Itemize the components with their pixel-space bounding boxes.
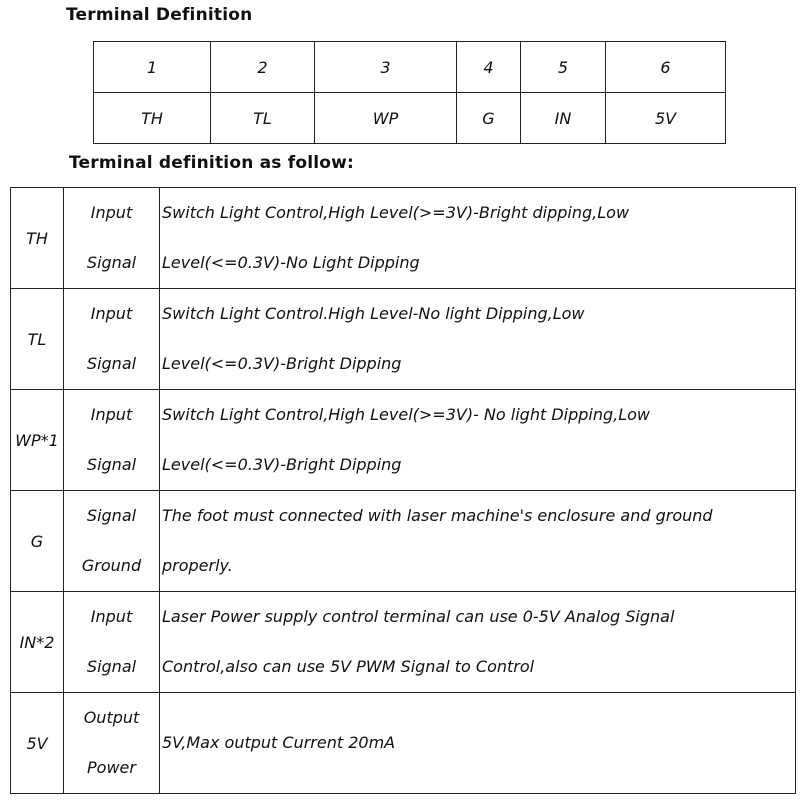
description-line: Level(<=0.3V)-No Light Dipping: [162, 253, 420, 272]
signal-type-line: Signal: [86, 253, 137, 272]
summary-name-cell: TL: [211, 93, 315, 144]
signal-type-line: Signal: [86, 657, 137, 676]
terminal-name-cell: IN*2: [11, 592, 64, 693]
description-cell: [160, 390, 796, 491]
summary-name-row: [94, 93, 726, 144]
signal-type-line: Input: [90, 304, 133, 323]
description-line: Level(<=0.3V)-Bright Dipping: [162, 455, 402, 474]
summary-number-row: [94, 42, 726, 93]
signal-type-line: Output: [83, 708, 140, 727]
description-cell: [160, 491, 796, 592]
terminal-name-cell: WP*1: [11, 390, 64, 491]
signal-type-line: Signal: [86, 506, 137, 525]
terminal-name-cell: TL: [11, 289, 64, 390]
terminal-definition-heading: Terminal Definition: [66, 5, 253, 25]
summary-number-cell: 1: [94, 42, 211, 93]
signal-type-cell: [64, 491, 160, 592]
summary-name-cell: 5V: [606, 93, 726, 144]
signal-type-cell: [64, 289, 160, 390]
description-line: properly.: [162, 556, 233, 575]
description-line: Switch Light Control.High Level-No light Dipping,Low: [162, 304, 585, 323]
description-line: Control,also can use 5V PWM Signal to Control: [162, 657, 535, 676]
description-line: Switch Light Control,High Level(>=3V)-Bright dipping,Low: [162, 203, 630, 222]
terminal-definition-follow-heading: Terminal definition as follow:: [69, 153, 355, 173]
summary-number-cell: 2: [211, 42, 315, 93]
description-line: The foot must connected with laser machine's enclosure and ground: [162, 506, 713, 525]
terminal-summary-table: [93, 41, 726, 144]
summary-name-cell: WP: [315, 93, 457, 144]
summary-number-cell: 5: [521, 42, 606, 93]
summary-name-cell: IN: [521, 93, 606, 144]
signal-type-line: Power: [87, 758, 136, 777]
signal-type-line: Input: [90, 203, 133, 222]
definition-row-g: [11, 491, 796, 592]
signal-type-cell: [64, 188, 160, 289]
summary-number-cell: 3: [315, 42, 457, 93]
description-line: 5V,Max output Current 20mA: [162, 733, 396, 752]
signal-type-line: Ground: [81, 556, 142, 575]
description-cell: [160, 289, 796, 390]
signal-type-line: Signal: [86, 455, 137, 474]
terminal-name-cell: G: [11, 491, 64, 592]
summary-name-cell: TH: [94, 93, 211, 144]
signal-type-line: Input: [90, 607, 133, 626]
signal-type-cell: [64, 390, 160, 491]
definition-row-tl: [11, 289, 796, 390]
description-line: Laser Power supply control terminal can use 0-5V Analog Signal: [162, 607, 675, 626]
summary-number-cell: 4: [457, 42, 521, 93]
summary-name-cell: G: [457, 93, 521, 144]
description-cell: [160, 693, 796, 794]
description-line: Level(<=0.3V)-Bright Dipping: [162, 354, 402, 373]
terminal-name-cell: TH: [11, 188, 64, 289]
description-line: Switch Light Control,High Level(>=3V)- No light Dipping,Low: [162, 405, 651, 424]
terminal-name-cell: 5V: [11, 693, 64, 794]
signal-type-cell: [64, 693, 160, 794]
definition-row-wp: [11, 390, 796, 491]
signal-type-line: Signal: [86, 354, 137, 373]
signal-type-line: Input: [90, 405, 133, 424]
definition-row-5v: [11, 693, 796, 794]
description-cell: [160, 592, 796, 693]
terminal-definition-table: [10, 187, 796, 794]
summary-number-cell: 6: [606, 42, 726, 93]
description-cell: [160, 188, 796, 289]
signal-type-cell: [64, 592, 160, 693]
definition-row-in: [11, 592, 796, 693]
definition-row-th: [11, 188, 796, 289]
